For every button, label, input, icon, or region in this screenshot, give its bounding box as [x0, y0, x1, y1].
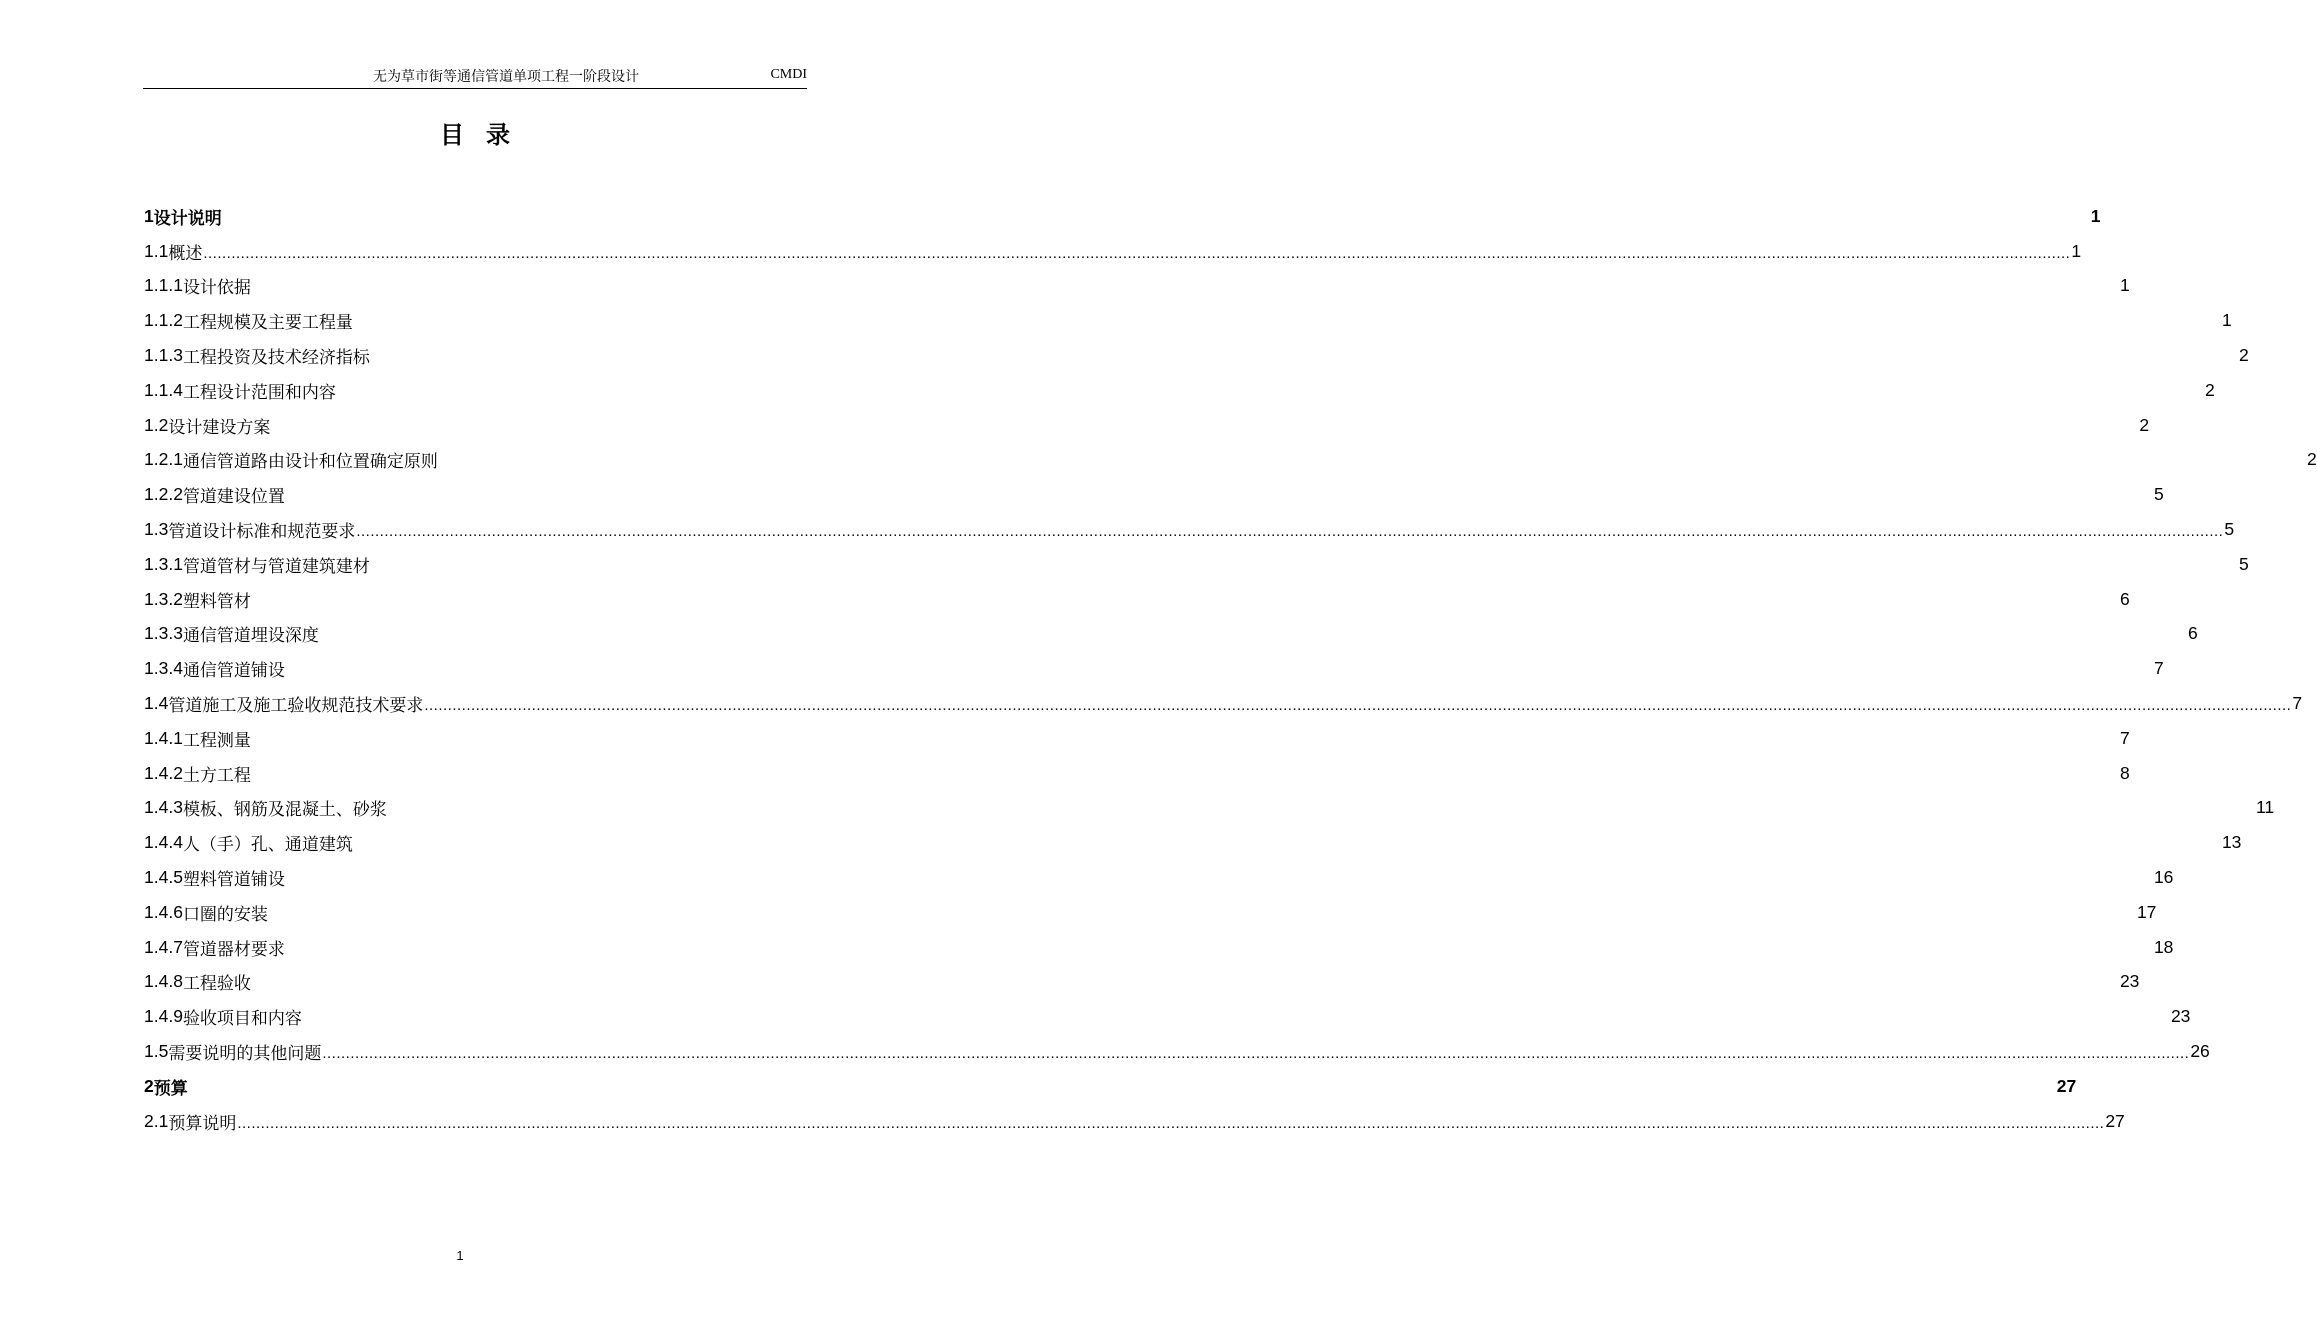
toc-entry-leader: [439, 453, 2306, 470]
toc-entry-leader: [388, 801, 2255, 818]
toc-entry-leader: ................................................................................................................................................................................................................................................................................................................................................................................................................: [203, 244, 2071, 262]
toc-entry-leader: [252, 975, 2119, 992]
toc-entry-title: 通信管道埋设深度: [182, 626, 319, 647]
toc-entry-page: 18: [2153, 936, 2174, 957]
toc-entry-title: 土方工程: [182, 765, 251, 786]
toc-entry-title: 人（手）孔、通道建筑: [182, 835, 353, 856]
toc-entry-leader: [371, 558, 2238, 575]
toc-entry-leader: [371, 349, 2238, 366]
toc-entry[interactable]: [144, 965, 2140, 1000]
toc-entry-title: 通信管道路由设计和位置确定原则: [182, 452, 438, 473]
toc-entry-leader: [320, 627, 2187, 644]
toc-entry[interactable]: [144, 512, 2235, 547]
toc-entry[interactable]: [144, 617, 2198, 652]
toc-entry-page: 1: [2090, 205, 2101, 226]
toc-entry-page: 17: [2136, 901, 2157, 922]
toc-entry-number: 1.4.8: [144, 971, 183, 992]
toc-entry-number: 1.4: [144, 693, 169, 714]
toc-entry-page: 7: [2292, 693, 2303, 714]
toc-entry-leader: [303, 1010, 2170, 1027]
toc-entry[interactable]: [144, 547, 2249, 582]
toc-entry[interactable]: [144, 338, 2249, 373]
toc-entry[interactable]: [144, 999, 2191, 1034]
toc-entry-page: 27: [2056, 1075, 2077, 1096]
toc-entry[interactable]: [144, 791, 2275, 826]
toc-entry-number: 1.2.2: [144, 484, 183, 505]
table-of-contents: [144, 199, 2317, 1139]
toc-entry[interactable]: [144, 477, 2164, 512]
toc-entry-title: 管道建设位置: [182, 487, 285, 508]
toc-entry-page: 6: [2187, 623, 2198, 644]
toc-entry-number: 1.4.2: [144, 762, 183, 783]
toc-entry-page: 1: [2071, 240, 2082, 261]
toc-entry-page: 13: [2221, 832, 2242, 853]
toc-entry-leader: [337, 384, 2204, 401]
toc-entry-number: 1.3: [144, 519, 169, 540]
toc-entry[interactable]: [144, 860, 2174, 895]
toc-entry-page: 5: [2224, 519, 2235, 540]
toc-entry-number: 1.1.1: [144, 275, 183, 296]
toc-entry-page: 2: [2238, 345, 2249, 366]
toc-entry-title: 工程规模及主要工程量: [182, 313, 353, 334]
toc-entry-title: 预算: [153, 1078, 188, 1099]
toc-entry-leader: ................................................................................................................................................................................................................................................................................................................................................................................................................: [356, 523, 2224, 541]
toc-entry-title: 设计依据: [182, 278, 251, 299]
toc-entry-title: 工程设计范围和内容: [182, 382, 336, 403]
page-header: [143, 64, 807, 89]
toc-entry-leader: [286, 941, 2153, 958]
toc-entry-leader: [286, 488, 2153, 505]
toc-entry-leader: [252, 732, 2119, 749]
toc-entry-page: 1: [2221, 310, 2232, 331]
toc-entry[interactable]: [144, 234, 2082, 269]
toc-entry-title: 通信管道铺设: [182, 661, 285, 682]
toc-entry-page: 7: [2119, 727, 2130, 748]
toc-entry[interactable]: [144, 895, 2157, 930]
toc-entry-number: 1.3.1: [144, 553, 183, 574]
toc-entry-number: 2.1: [144, 1110, 169, 1131]
toc-entry-number: 1.2: [144, 414, 169, 435]
toc-entry-page: 2: [2139, 414, 2150, 435]
toc-entry-title: 管道施工及施工验收规范技术要求: [168, 696, 424, 717]
toc-entry-page: 8: [2119, 762, 2130, 783]
toc-entry-page: 5: [2153, 484, 2164, 505]
toc-entry-number: 1: [144, 205, 154, 226]
toc-entry-leader: [354, 314, 2221, 331]
toc-entry[interactable]: [144, 1034, 2210, 1069]
toc-entry-number: 1.1.3: [144, 345, 183, 366]
toc-entry-leader: [223, 210, 2090, 227]
toc-entry[interactable]: [144, 686, 2303, 721]
toc-entry-page: 23: [2170, 1006, 2191, 1027]
toc-entry-title: 口圈的安装: [182, 904, 268, 925]
toc-entry[interactable]: [144, 721, 2130, 756]
toc-entry-title: 管道器材要求: [182, 939, 285, 960]
toc-entry-page: 23: [2119, 971, 2140, 992]
toc-entry[interactable]: [144, 1069, 2077, 1104]
toc-entry[interactable]: [144, 443, 2317, 478]
toc-entry-number: 1.1.4: [144, 379, 183, 400]
toc-entry-page: 26: [2190, 1041, 2210, 1062]
toc-entry-number: 1.3.2: [144, 588, 183, 609]
toc-entry-title: 验收项目和内容: [182, 1009, 302, 1030]
toc-entry-number: 1.4.6: [144, 901, 183, 922]
toc-entry-leader: [252, 593, 2119, 610]
toc-entry-page: 6: [2119, 588, 2130, 609]
toc-entry[interactable]: [144, 408, 2150, 443]
toc-entry-leader: [252, 279, 2119, 296]
toc-entry-page: 2: [2204, 379, 2215, 400]
toc-entry[interactable]: [144, 582, 2130, 617]
toc-entry-title: 预算说明: [168, 1113, 237, 1134]
toc-entry-number: 1.4.1: [144, 727, 183, 748]
toc-entry-page: 5: [2238, 553, 2249, 574]
toc-entry-leader: ................................................................................................................................................................................................................................................................................................................................................................................................................: [424, 697, 2292, 715]
toc-entry-number: 1.4.4: [144, 832, 183, 853]
toc-entry-leader: [269, 906, 2136, 923]
toc-entry[interactable]: [144, 825, 2242, 860]
toc-entry[interactable]: [144, 269, 2130, 304]
toc-entry-number: 1.4.7: [144, 936, 183, 957]
header-organization: CMDI: [770, 67, 807, 82]
toc-entry-page: 27: [2105, 1110, 2125, 1131]
toc-entry[interactable]: [144, 930, 2174, 965]
toc-entry-number: 1.4.5: [144, 867, 183, 888]
toc-entry-title: 管道设计标准和规范要求: [168, 522, 356, 543]
toc-entry[interactable]: [144, 303, 2232, 338]
toc-entry-number: 1.1: [144, 240, 169, 261]
toc-entry-title: 塑料管道铺设: [182, 870, 285, 891]
toc-entry-leader: ................................................................................................................................................................................................................................................................................................................................................................................................................: [237, 1114, 2105, 1132]
toc-entry-title: 设计建设方案: [168, 417, 271, 438]
toc-entry-title: 设计说明: [153, 208, 222, 229]
toc-entry-number: 1.1.2: [144, 310, 183, 331]
toc-entry-leader: [286, 871, 2153, 888]
toc-entry[interactable]: [144, 199, 2101, 234]
toc-entry-leader: [354, 836, 2221, 853]
toc-entry-number: 1.3.3: [144, 623, 183, 644]
toc-entry-title: 需要说明的其他问题: [168, 1044, 322, 1065]
toc-heading: 目录: [440, 120, 532, 149]
toc-entry-title: 工程测量: [182, 730, 251, 751]
toc-entry-number: 1.3.4: [144, 658, 183, 679]
toc-entry-title: 模板、钢筋及混凝土、砂浆: [182, 800, 387, 821]
toc-entry-page: 1: [2119, 275, 2130, 296]
toc-entry-number: 1.4.9: [144, 1006, 183, 1027]
toc-entry-number: 2: [144, 1075, 154, 1096]
toc-entry[interactable]: [144, 756, 2130, 791]
toc-entry-number: 1.4.3: [144, 797, 183, 818]
toc-entry-title: 工程投资及技术经济指标: [182, 348, 370, 369]
toc-entry[interactable]: [144, 651, 2164, 686]
toc-entry-number: 1.2.1: [144, 449, 183, 470]
toc-entry-leader: [252, 767, 2119, 784]
toc-entry-title: 工程验收: [182, 974, 251, 995]
toc-entry[interactable]: [144, 1104, 2125, 1139]
toc-entry-page: 7: [2153, 658, 2164, 679]
page-number: 1: [456, 1248, 464, 1263]
toc-entry-leader: [271, 419, 2138, 436]
toc-entry-page: 11: [2255, 797, 2275, 818]
toc-entry-title: 塑料管材: [182, 591, 251, 612]
toc-entry-page: 2: [2306, 449, 2317, 470]
toc-entry-title: 概述: [168, 243, 203, 264]
toc-entry[interactable]: [144, 373, 2215, 408]
toc-entry-page: 16: [2153, 867, 2174, 888]
toc-entry-title: 管道管材与管道建筑建材: [182, 556, 370, 577]
header-document-title: 无为草市街等通信管道单项工程一阶段设计: [373, 69, 639, 85]
toc-entry-number: 1.5: [144, 1041, 169, 1062]
toc-entry-leader: [189, 1080, 2056, 1097]
toc-entry-leader: [286, 662, 2153, 679]
toc-entry-leader: ................................................................................................................................................................................................................................................................................................................................................................................................................: [322, 1045, 2190, 1063]
